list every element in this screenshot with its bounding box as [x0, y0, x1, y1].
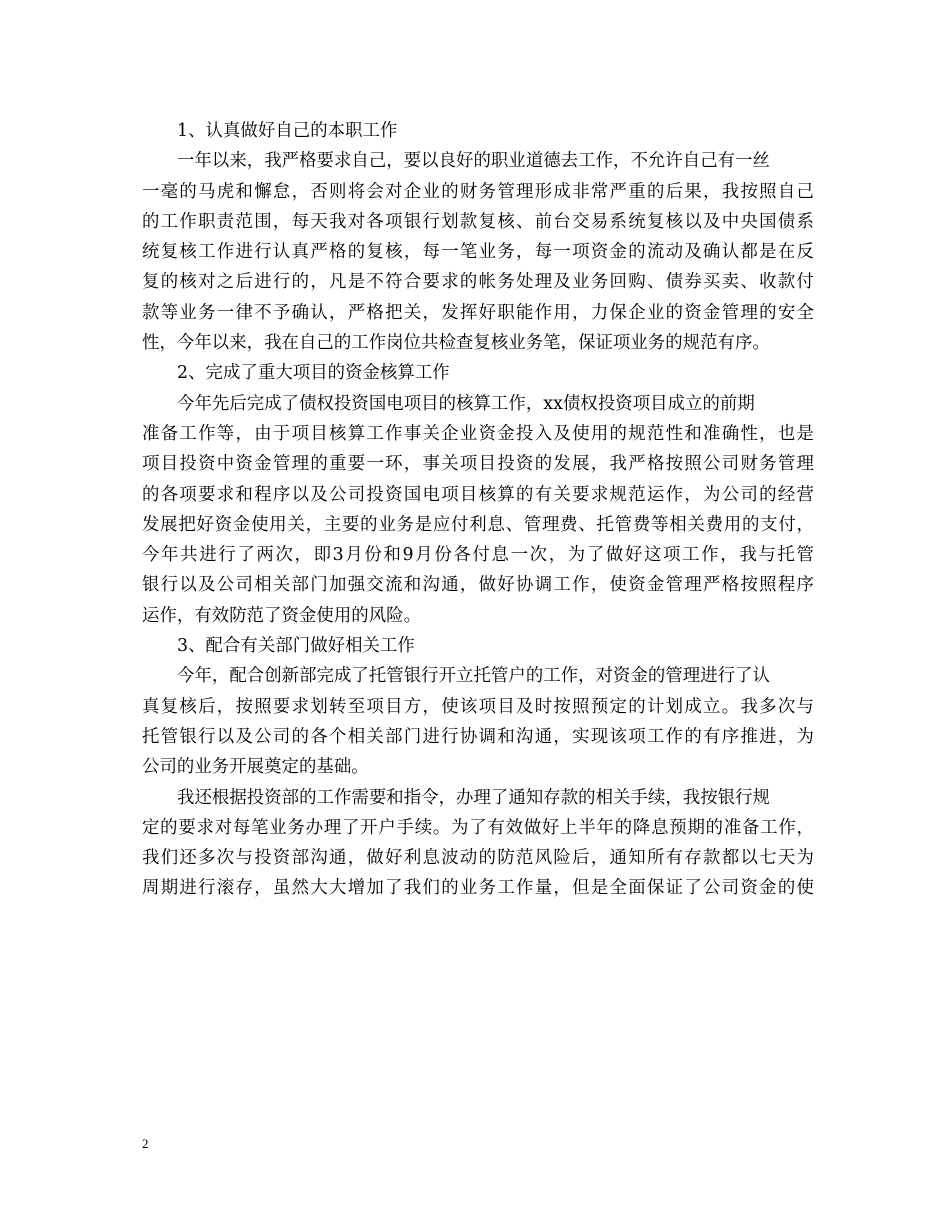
- paragraph-line: 公司的业务开展奠定的基础。: [142, 757, 369, 778]
- section-heading: 2、完成了重大项目的资金核算工作: [177, 363, 450, 384]
- paragraph-line: 统复核工作进行认真严格的复核，每一笔业务，每一项资金的流动及确认都是在反: [142, 242, 814, 263]
- paragraph-line: 发展把好资金使用关，主要的业务是应付利息、管理费、托管费等相关费用的支付，: [142, 514, 814, 535]
- paragraph-line: 银行以及公司相关部门加强交流和沟通，做好协调工作，使资金管理严格按照程序: [142, 575, 814, 596]
- paragraph-line: 一年以来，我严格要求自己，要以良好的职业道德去工作，不允许自己有一丝: [177, 151, 770, 172]
- paragraph-line: 准备工作等，由于项目核算工作事关企业资金投入及使用的规范性和准确性，也是: [142, 423, 814, 444]
- paragraph-line: 周期进行滚存，虽然大大增加了我们的业务工作量，但是全面保证了公司资金的使: [142, 878, 814, 899]
- paragraph-line: 款等业务一律不予确认，严格把关，发挥好职能作用，力保企业的资金管理的安全: [142, 302, 814, 323]
- paragraph-line: 真复核后，按照要求划转至项目方，使该项目及时按照预定的计划成立。我多次与: [142, 696, 814, 717]
- document-body: [142, 116, 814, 904]
- paragraph-line: 托管银行以及公司的各个相关部门进行协调和沟通，实现该项工作的有序推进，为: [142, 726, 814, 747]
- paragraph-line: 我们还多次与投资部沟通，做好利息波动的防范风险后，通知所有存款都以七天为: [142, 848, 814, 869]
- paragraph-line: 的各项要求和程序以及公司投资国电项目核算的有关要求规范运作，为公司的经营: [142, 484, 814, 505]
- paragraph-line: 今年共进行了两次，即3月份和9月份各付息一次，为了做好这项工作，我与托管: [142, 545, 814, 566]
- paragraph-line: 今年，配合创新部完成了托管银行开立托管户的工作，对资金的管理进行了认: [177, 666, 770, 687]
- paragraph-line: 的工作职责范围，每天我对各项银行划款复核、前台交易系统复核以及中央国债系: [142, 211, 814, 232]
- paragraph-line: 运作，有效防范了资金使用的风险。: [142, 605, 422, 626]
- paragraph-line: 项目投资中资金管理的重要一环，事关项目投资的发展，我严格按照公司财务管理: [142, 454, 814, 475]
- paragraph-line: 一毫的马虎和懈怠，否则将会对企业的财务管理形成非常严重的后果，我按照自己: [142, 181, 814, 202]
- paragraph-line: 今年先后完成了债权投资国电项目的核算工作，xx债权投资项目成立的前期: [177, 393, 755, 414]
- paragraph-line: 我还根据投资部的工作需要和指令，办理了通知存款的相关手续，我按银行规: [177, 787, 770, 808]
- section-heading: 3、配合有关部门做好相关工作: [177, 636, 415, 657]
- paragraph-line: 复的核对之后进行的，凡是不符合要求的帐务处理及业务回购、债券买卖、收款付: [142, 272, 814, 293]
- paragraph-line: 性，今年以来，我在自己的工作岗位共检查复核业务笔，保证项业务的规范有序。: [142, 333, 770, 354]
- paragraph-line: 定的要求对每笔业务办理了开户手续。为了有效做好上半年的降息预期的准备工作，: [142, 817, 814, 838]
- section-heading: 1、认真做好自己的本职工作: [177, 121, 398, 141]
- page-number: 2: [142, 1136, 149, 1151]
